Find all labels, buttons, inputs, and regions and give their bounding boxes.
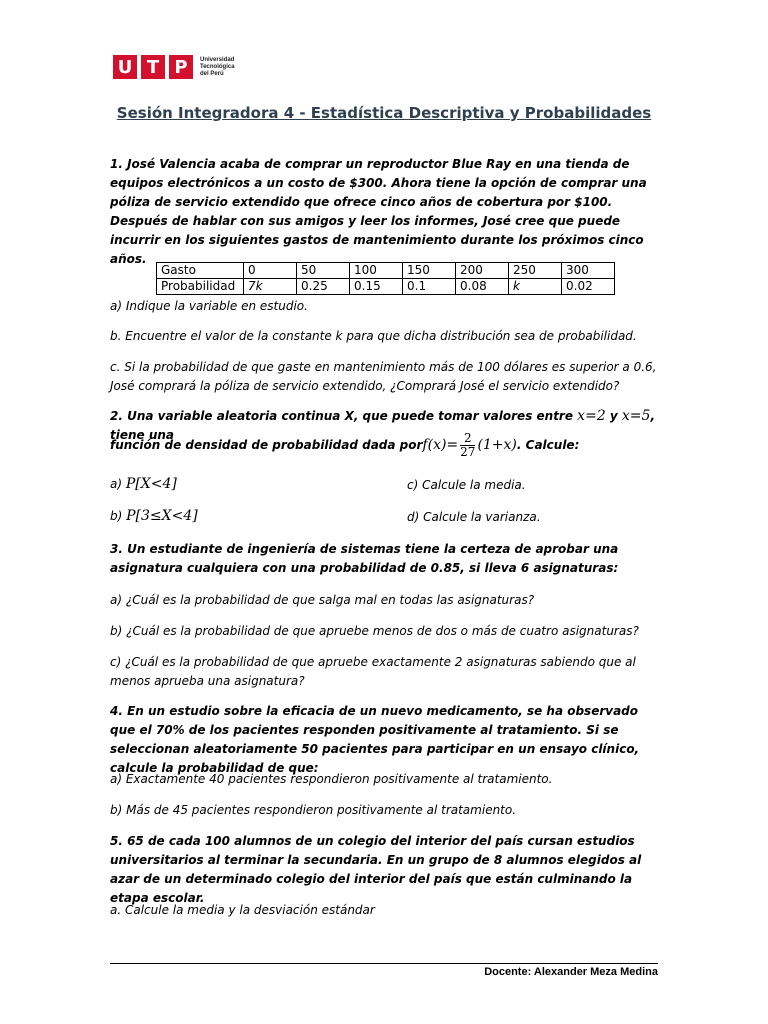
- q2-x-lower: x=2: [577, 408, 606, 424]
- table-cell: 7k: [244, 279, 297, 295]
- q3-part-a: a) ¿Cuál es la probabilidad de que salga mal en todas las asignaturas?: [110, 593, 535, 607]
- table-cell: 50: [297, 263, 350, 279]
- table-cell: k: [509, 279, 562, 295]
- q1-part-a: a) Indique la variable en estudio.: [110, 299, 308, 313]
- q2-statement-line1: 2. Una variable aleatoria continua X, que puede tomar valores entre x=2 y x=5, tiene una: [110, 408, 656, 442]
- logo-letter-t: T: [141, 55, 165, 79]
- q5-statement: 5. 65 de cada 100 alumnos de un colegio del interior del país cursan estudios universitarios al terminar la secundaria. En un grupo de 8 alumnos elegidos al azar de un determinado colegio del interior del país que están culminando la etapa escolar.: [110, 834, 642, 905]
- q3-part-c: c) ¿Cuál es la probabilidad de que apruebe exactamente 2 asignaturas sabiendo que al menos aprueba una asignatura?: [110, 655, 636, 688]
- footer-divider: [110, 963, 658, 964]
- footer-teacher: Docente: Alexander Meza Medina: [484, 966, 658, 978]
- q1-part-b: b. Encuentre el valor de la constante k para que dicha distribución sea de probabilidad.: [110, 329, 637, 343]
- table-cell: 150: [403, 263, 456, 279]
- table-cell: 0.02: [562, 279, 615, 295]
- q5-part-a: a. Calcule la media y la desviación estándar: [110, 903, 375, 917]
- table-cell: 0.15: [350, 279, 403, 295]
- q2-density-fx: f(x)=: [422, 437, 459, 453]
- logo-university-name: Universidad Tecnológica del Perú: [200, 56, 235, 77]
- q2-x-upper: x=5: [621, 408, 651, 424]
- table-cell: 100: [350, 263, 403, 279]
- table-cell: 0.1: [403, 279, 456, 295]
- probability-table: [156, 262, 615, 295]
- table-cell: 0.08: [456, 279, 509, 295]
- q2-statement-line2: función de densidad de probabilidad dada porf(x)= $\frac{2}{27}$ (1+x). Calcule:: [110, 431, 580, 459]
- q2-part-c: c) Calcule la media.: [407, 478, 526, 492]
- table-cell: 300: [562, 263, 615, 279]
- q4-part-a: a) Exactamente 40 pacientes respondieron positivamente al tratamiento.: [110, 772, 553, 786]
- table-cell: 0.25: [297, 279, 350, 295]
- table-cell: 250: [509, 263, 562, 279]
- utp-logo: [113, 54, 235, 80]
- page-title: Sesión Integradora 4 - Estadística Descriptiva y Probabilidades: [116, 104, 652, 122]
- q3-statement: 3. Un estudiante de ingeniería de sistemas tiene la certeza de aprobar una asignatura cualquiera con una probabilidad de 0.85, si lleva 6 asignaturas:: [110, 542, 619, 575]
- table-row: [157, 279, 615, 295]
- q4-statement: 4. En un estudio sobre la eficacia de un nuevo medicamento, se ha observado que el 70% de los pacientes responden positivamente al tratamiento. Si se seleccionan aleatoriamente 50 pacientes para participar en un ensayo clínico, calcule la probabilidad de que:: [110, 704, 640, 775]
- q2-part-b: b) P[3≤X<4]: [110, 508, 198, 524]
- q2-part-a: a) P[X<4]: [110, 476, 177, 492]
- table-cell: 0: [244, 263, 297, 279]
- q2-part-d: d) Calcule la varianza.: [407, 510, 541, 524]
- logo-letter-u: U: [113, 55, 137, 79]
- q2-density-tail: (1+x): [477, 437, 517, 453]
- table-cell: Probabilidad: [157, 279, 244, 295]
- logo-letter-p: P: [169, 55, 193, 79]
- q1-statement: 1. José Valencia acaba de comprar un reproductor Blue Ray en una tienda de equipos electrónicos a un costo de $300. Ahora tiene la opción de comprar una póliza de servicio extendido que ofrece cinco años de cobertura por $100. Después de hablar con sus amigos y leer los informes, José cree que puede incurrir en los siguientes gastos de mantenimiento durante los próximos cinco años.: [110, 157, 647, 266]
- table-cell: 200: [456, 263, 509, 279]
- q3-part-b: b) ¿Cuál es la probabilidad de que apruebe menos de dos o más de cuatro asignaturas?: [110, 624, 639, 638]
- q4-part-b: b) Más de 45 pacientes respondieron positivamente al tratamiento.: [110, 803, 517, 817]
- table-cell: Gasto: [157, 263, 244, 279]
- table-row: [157, 263, 615, 279]
- q1-part-c: c. Si la probabilidad de que gaste en mantenimiento más de 100 dólares es superior a 0.6, José comprará la póliza de servicio extendido, ¿Comprará José el servicio extendido?: [110, 360, 657, 393]
- q2-fraction: $\frac{2}{27}$: [460, 431, 476, 459]
